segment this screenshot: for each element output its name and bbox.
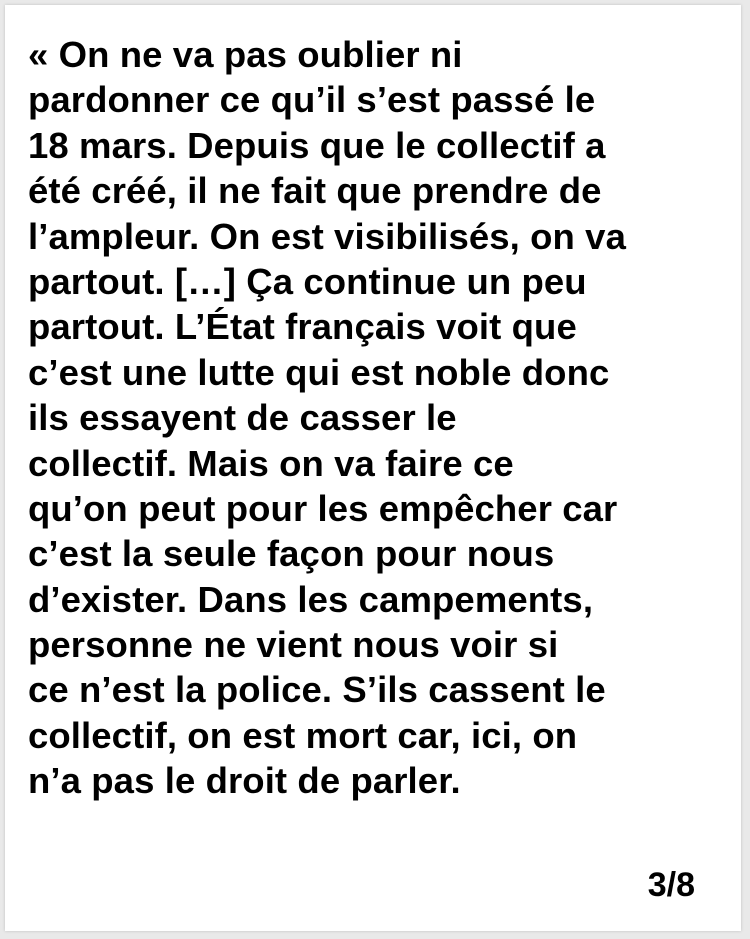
quote-line: pardonner ce qu’il s’est passé le (28, 79, 596, 121)
quote-line: ce n’est la police. S’ils cassent le (28, 669, 606, 711)
quote-line: c’est la seule façon pour nous (28, 533, 555, 575)
quote-line: partout. […] Ça continue un peu (28, 260, 587, 302)
quote-card (5, 5, 741, 931)
quote-line: ils essayent de casser le (28, 397, 457, 439)
quote-line: été créé, il ne fait que prendre de (28, 170, 602, 212)
quote-line: partout. L’État français voit que (28, 306, 577, 348)
quote-line: 18 mars. Depuis que le collectif a (28, 124, 606, 166)
quote-line: collectif, on est mort car, ici, on (28, 714, 578, 756)
quote-line: d’exister. Dans les campements, (28, 578, 594, 620)
quote-line: qu’on peut pour les empêcher car (28, 487, 618, 529)
quote-line: c’est une lutte qui est noble donc (28, 351, 610, 393)
quote-line: collectif. Mais on va faire ce (28, 442, 514, 484)
quote-text (28, 32, 626, 804)
quote-line: « On ne va pas oublier ni (28, 34, 463, 75)
quote-line: l’ampleur. On est visibilisés, on va (28, 215, 626, 257)
quote-line: personne ne vient nous voir si (28, 624, 559, 666)
quote-line: n’a pas le droit de parler. (28, 760, 461, 802)
page-indicator: 3/8 (647, 866, 695, 904)
